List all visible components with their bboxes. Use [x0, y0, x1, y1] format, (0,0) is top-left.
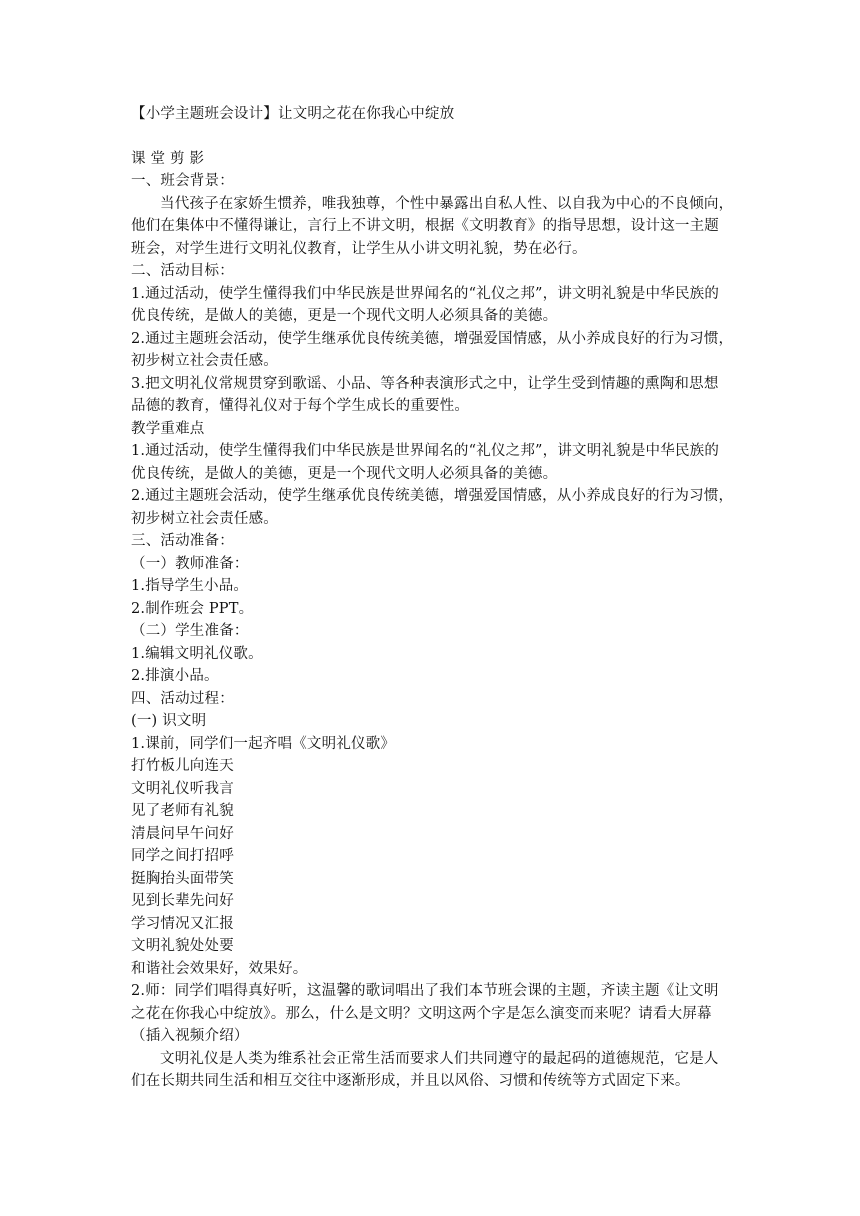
paragraph-line: 他们在集体中不懂得谦让，言行上不讲文明，根据《文明教育》的指导思想，设计这一主题 [131, 218, 719, 234]
heading-key-points: 教学重难点 [131, 420, 205, 437]
paragraph-line: 们在长期共同生活和相互交往中逐渐形成，并且以风俗、习惯和传统等方式固定下来。 [131, 1073, 690, 1089]
song-lyric-line: 打竹板儿向连天 [131, 758, 234, 774]
list-item-line: 2.排演小品。 [131, 668, 219, 684]
song-lyric-line: 挺胸抬头面带笑 [131, 870, 234, 887]
song-lyric-line: 文明礼仪听我言 [131, 780, 234, 797]
list-item-line: 优良传统，是做人的美德，更是一个现代文明人必须具备的美德。 [131, 308, 558, 324]
list-item-line: 2.通过主题班会活动，使学生继承优良传统美德，增强爱国情感，从小养成良好的行为习惯， [131, 488, 734, 504]
list-item-line: 1.编辑文明礼仪歌。 [131, 645, 263, 662]
document-title: 【小学主题班会设计】让文明之花在你我心中绽放 [131, 106, 455, 122]
list-item-line: 品德的教育，懂得礼仪对于每个学生成长的重要性。 [131, 398, 470, 414]
paragraph-line: 2.师：同学们唱得真好听，这温馨的歌词唱出了我们本节班会课的主题，齐读主题《让文明 [131, 983, 719, 999]
list-item-line: 2.通过主题班会活动，使学生继承优良传统美德，增强爱国情感，从小养成良好的行为习惯， [131, 330, 734, 347]
document-body [131, 103, 734, 1093]
list-item-line: 1.通过活动，使学生懂得我们中华民族是世界闻名的“礼仪之邦”，讲文明礼貌是中华民族的 [131, 285, 720, 302]
list-item-line: 1.指导学生小品。 [131, 578, 249, 594]
song-lyric-line: 学习情况又汇报 [131, 915, 234, 932]
list-item-line: 初步树立社会责任感。 [131, 353, 278, 369]
heading-background: 一、班会背景： [131, 173, 234, 189]
list-item-line: 优良传统，是做人的美德，更是一个现代文明人必须具备的美德。 [131, 465, 558, 482]
list-item-line: 3.把文明礼仪常规贯穿到歌谣、小品、等各种表演形式之中，让学生受到情趣的熏陶和思想 [131, 375, 719, 392]
song-lyric-line: 见到长辈先问好 [131, 893, 234, 909]
song-lyric-line: 同学之间打招呼 [131, 848, 234, 864]
paragraph-line: 班会，对学生进行文明礼仪教育，让学生从小讲文明礼貌，势在必行。 [131, 240, 587, 257]
list-item-line: 1.课前，同学们一起齐唱《文明礼仪歌》 [131, 735, 396, 752]
paragraph-line: （插入视频介绍） [131, 1028, 249, 1044]
song-lyric-line: 清晨问早午问好 [131, 825, 234, 842]
song-lyric-line: 和谐社会效果好，效果好。 [131, 960, 308, 977]
list-item-line: 2.制作班会 PPT。 [131, 600, 254, 617]
paragraph-line: 当代孩子在家娇生惯养，唯我独尊，个性中暴露出自私人性、以自我为中心的不良倾向， [160, 195, 734, 212]
list-item-line: 初步树立社会责任感。 [131, 510, 278, 527]
heading-objectives: 二、活动目标： [131, 263, 234, 279]
song-lyric-line: 见了老师有礼貌 [131, 803, 234, 819]
list-item-line: 1.通过活动，使学生懂得我们中华民族是世界闻名的“礼仪之邦”，讲文明礼貌是中华民族的 [131, 443, 720, 459]
heading-preparation: 三、活动准备： [131, 533, 234, 549]
paragraph-line: 之花在你我心中绽放》。那么，什么是文明？文明这两个字是怎么演变而来呢？请看大屏幕 [131, 1005, 712, 1022]
section-label-classroom-snapshot: 课 堂 剪 影 [131, 150, 205, 167]
paragraph-line: 文明礼仪是人类为维系社会正常生活而要求人们共同遵守的最起码的道德规范，它是人 [160, 1050, 719, 1067]
song-lyric-line: 文明礼貌处处要 [131, 938, 234, 954]
subheading-recognize-civility: (一) 识文明 [131, 713, 207, 729]
subheading-student-preparation: （二）学生准备： [131, 623, 249, 639]
heading-process: 四、活动过程： [131, 690, 234, 707]
subheading-teacher-preparation: （一）教师准备： [131, 555, 249, 572]
